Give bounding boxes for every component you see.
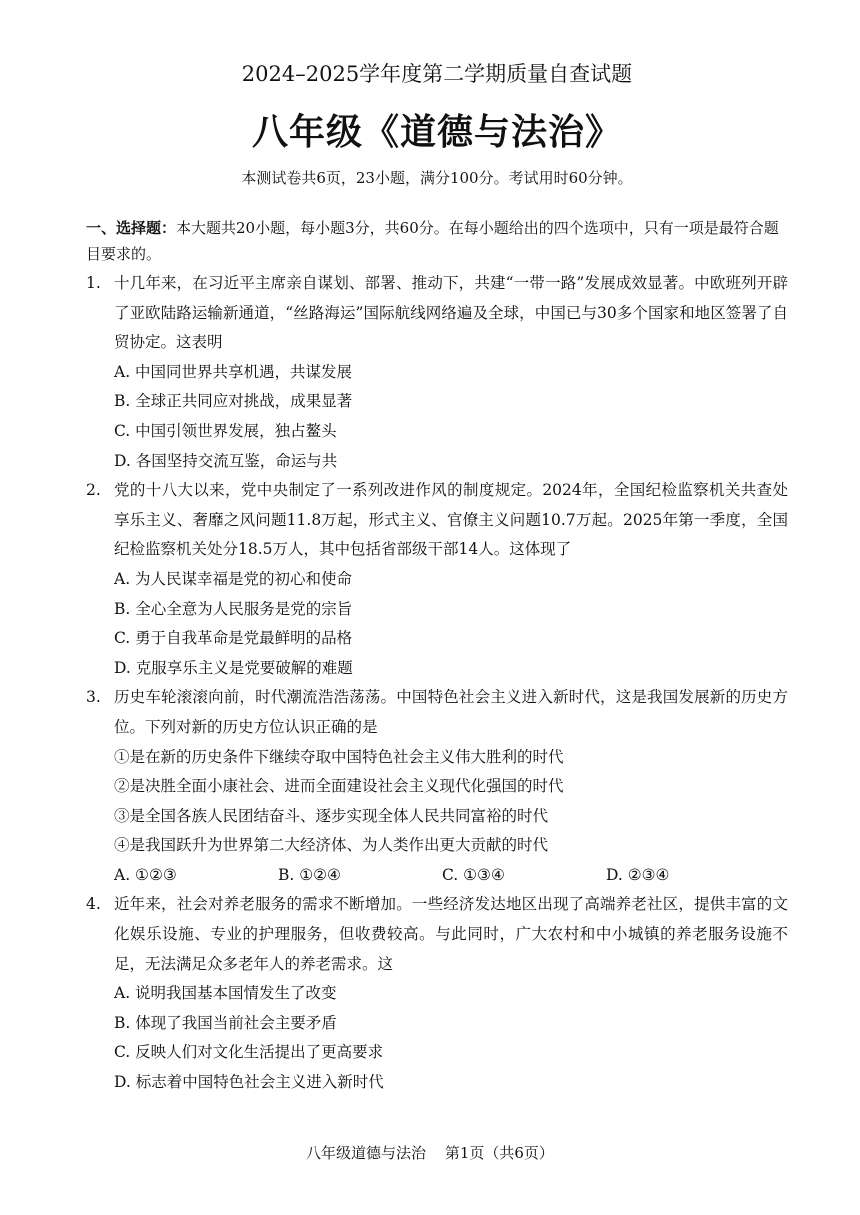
footer-page-number: 第1页（共6页） <box>444 1144 554 1162</box>
question-number: 1. <box>86 274 101 292</box>
options-row <box>114 861 788 891</box>
option-c: C. ①③④ <box>442 865 505 884</box>
question-2 <box>86 476 788 683</box>
option-d: D. 克服享乐主义是党要破解的难题 <box>114 658 353 677</box>
option-d: D. 标志着中国特色社会主义进入新时代 <box>114 1073 384 1092</box>
option-c: C. 反映人们对文化生活提出了更高要求 <box>114 1043 384 1062</box>
option-a: A. ①②③ <box>114 865 177 884</box>
section-label: 一、选择题： <box>86 219 177 237</box>
section-heading <box>86 215 788 267</box>
option-a: A. 中国同世界共享机遇，共谋发展 <box>114 362 353 381</box>
question-stem: 历史车轮滚滚向前，时代潮流浩浩荡荡。中国特色社会主义进入新时代，这是我国发展新的历史方位。下列对新的历史方位认识正确的是 <box>114 688 788 736</box>
question-stem: 近年来，社会对养老服务的需求不断增加。一些经济发达地区出现了高端养老社区，提供丰富的文化娱乐设施、专业的护理服务，但收费较高。与此同时，广大农村和中小城镇的养老服务设施不足，无法满足众多老年人的养老需求。这 <box>114 895 788 973</box>
question-number: 3. <box>86 688 101 707</box>
option-b: B. 全球正共同应对挑战，成果显著 <box>114 392 353 411</box>
exam-year-title: 2024–2025学年度第二学期质量自查试题 <box>241 62 633 86</box>
question-4 <box>86 890 788 1097</box>
option-b: B. 全心全意为人民服务是党的宗旨 <box>114 599 353 618</box>
option-b: B. ①②④ <box>278 865 341 884</box>
statement-1: ①是在新的历史条件下继续夺取中国特色社会主义伟大胜利的时代 <box>114 747 564 766</box>
statement-4: ④是我国跃升为世界第二大经济体、为人类作出更大贡献的时代 <box>114 836 549 855</box>
statement-2: ②是决胜全面小康社会、进而全面建设社会主义现代化强国的时代 <box>114 777 564 796</box>
exam-subject-title: 八年级《道德与法治》 <box>251 111 622 153</box>
question-3 <box>86 683 788 890</box>
question-number: 4. <box>86 895 101 914</box>
option-d: D. ②③④ <box>606 865 670 884</box>
exam-info: 本测试卷共6页，23小题，满分100分。考试用时60分钟。 <box>241 169 633 187</box>
option-a: A. 为人民谋幸福是党的初心和使命 <box>114 569 353 588</box>
footer-subject: 八年级道德与法治 <box>306 1144 427 1162</box>
section-instruction: 本大题共20小题，每小题3分，共60分。在每小题给出的四个选项中，只有一项是最符合题目要求的。 <box>86 219 779 263</box>
question-number: 2. <box>86 481 101 500</box>
page-footer <box>0 1142 860 1163</box>
option-d: D. 各国坚持交流互鉴，命运与共 <box>114 451 338 470</box>
statement-3: ③是全国各族人民团结奋斗、逐步实现全体人民共同富裕的时代 <box>114 806 549 825</box>
question-stem: 党的十八大以来，党中央制定了一系列改进作风的制度规定。2024年，全国纪检监察机关共查处享乐主义、奢靡之风问题11.8万起，形式主义、官僚主义问题10.7万起。2025年第一季度，全国纪检监察机关处分18.5万人，其中包括省部级干部14人。这体现了 <box>114 481 788 559</box>
option-c: C. 中国引领世界发展，独占鳌头 <box>114 421 337 440</box>
option-b: B. 体现了我国当前社会主要矛盾 <box>114 1013 337 1032</box>
option-c: C. 勇于自我革命是党最鲜明的品格 <box>114 629 353 648</box>
question-stem: 十几年来，在习近平主席亲自谋划、部署、推动下，共建“一带一路”发展成效显著。中欧班列开辟了亚欧陆路运输新通道，“丝路海运”国际航线网络遍及全球，中国已与30多个国家和地区签署了自贸协定。这表明 <box>114 274 788 352</box>
option-a: A. 说明我国基本国情发生了改变 <box>114 984 337 1003</box>
question-1 <box>86 269 788 476</box>
